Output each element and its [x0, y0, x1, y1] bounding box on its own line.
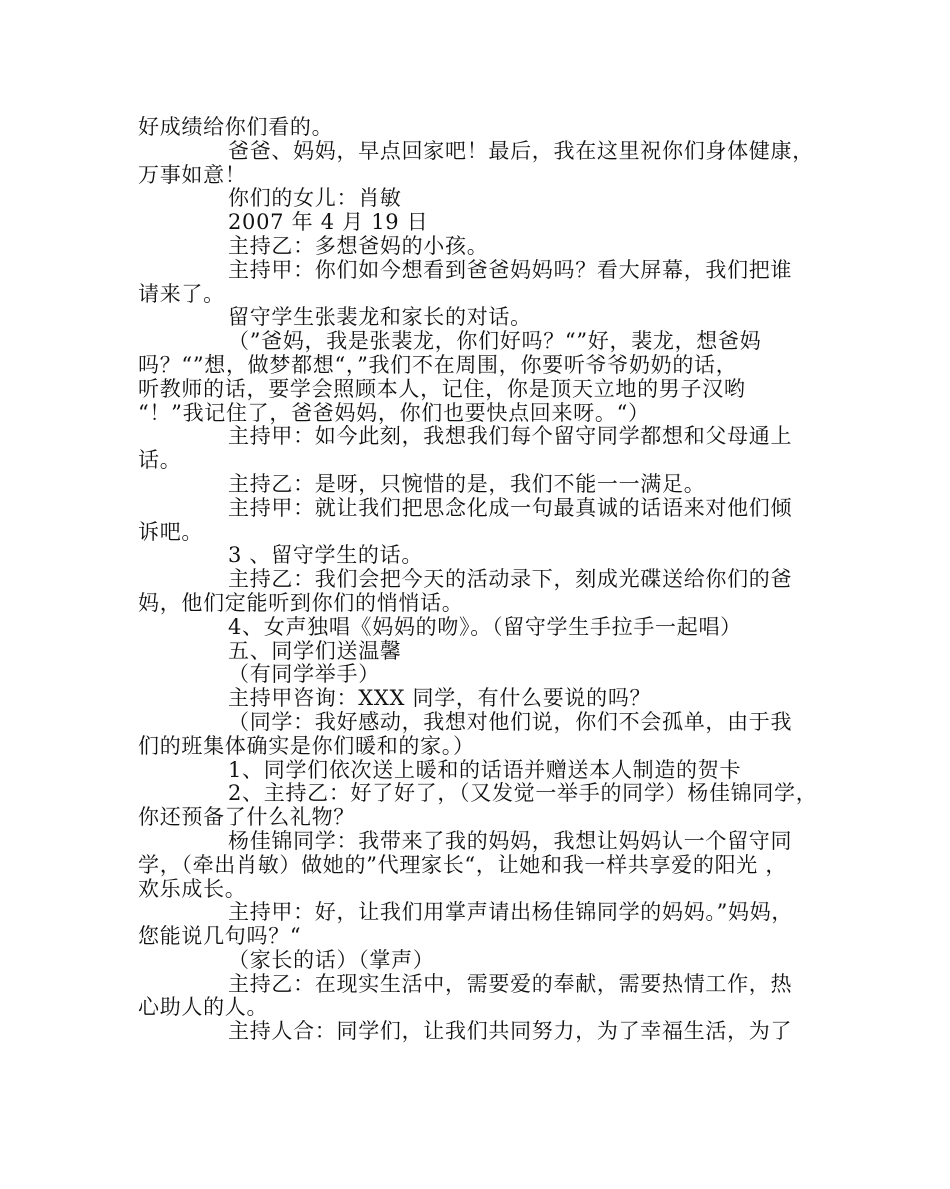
- text-line: （家长的话）（掌声）: [228, 947, 435, 972]
- text-line: 主持乙：是呀，只惋惜的是，我们不能一一满足。: [228, 471, 706, 496]
- text-line: 五、同学们送温馨: [228, 638, 402, 663]
- text-line: 诉吧。: [138, 519, 204, 544]
- text-line: 学，（牵出肖敏）做她的”代理家长“，让她和我一样共享爱的阳光 ，: [138, 852, 788, 877]
- text-line: 主持甲咨询：XXX 同学，有什么要说的吗？: [228, 686, 652, 711]
- text-line: 爸爸、妈妈，早点回家吧！最后，我在这里祝你们身体健康，: [228, 138, 814, 163]
- text-line: 您能说几句吗？“: [138, 924, 302, 949]
- text-line: 万事如意！: [138, 162, 247, 187]
- text-line: 主持乙：在现实生活中，需要爱的奉献，需要热情工作，热: [228, 971, 793, 996]
- text-line: 主持乙：多想爸妈的小孩。: [228, 233, 489, 258]
- text-line: （同学：我好感动，我想对他们说，你们不会孤单，由于我: [228, 709, 793, 734]
- text-line: 主持人合：同学们，让我们共同努力，为了幸福生活，为了: [228, 1019, 793, 1044]
- text-line: “！”我记住了，爸爸妈妈，你们也要快点回来呀。“）: [138, 400, 650, 425]
- text-line: 主持甲：你们如今想看到爸爸妈妈吗？看大屏幕，我们把谁: [228, 257, 793, 282]
- text-line: 2、主持乙：好了好了，（又发觉一举手的同学）杨佳锦同学，: [228, 781, 818, 806]
- text-line: 吗？“”想，做梦都想“，”我们不在周围，你要听爷爷奶奶的话，: [138, 352, 738, 377]
- text-line: 好成绩给你们看的。: [138, 115, 334, 139]
- text-line: 3 、留守学生的话。: [228, 543, 424, 568]
- text-line: 杨佳锦同学：我带来了我的妈妈，我想让妈妈认一个留守同: [228, 828, 793, 853]
- text-line: 欢乐成长。: [138, 876, 247, 901]
- text-line: 主持乙：我们会把今天的活动录下，刻成光碟送给你们的爸: [228, 567, 793, 592]
- document-page: [138, 116, 828, 1044]
- text-line: 请来了。: [138, 281, 225, 306]
- text-line: 2007 年 4 月 19 日: [228, 210, 429, 235]
- text-line: 你们的女儿：肖敏: [228, 186, 402, 211]
- text-line: 们的班集体确实是你们暖和的家。）: [138, 733, 475, 758]
- text-line: 留守学生张裴龙和家长的对话。: [228, 305, 532, 330]
- text-line: （”爸妈，我是张裴龙，你们好吗？“”好，裴龙，想爸妈: [228, 329, 762, 354]
- text-line: 妈，他们定能听到你们的悄悄话。: [138, 590, 464, 615]
- text-line: 1、同学们依次送上暖和的话语并赠送本人制造的贺卡: [228, 757, 742, 782]
- text-line: 主持甲：就让我们把思念化成一句最真诚的话语来对他们倾: [228, 495, 793, 520]
- text-line: 心助人的人。: [138, 995, 269, 1020]
- text-line: 4、女声独唱《妈妈的吻》。（留守学生手拉手一起唱）: [228, 614, 742, 639]
- text-line: 主持甲：好，让我们用掌声请出杨佳锦同学的妈妈。”妈妈，: [228, 900, 794, 925]
- text-line: 听教师的话，要学会照顾本人，记住，你是顶天立地的男子汉哟: [138, 376, 746, 401]
- text-line: 主持甲：如今此刻，我想我们每个留守同学都想和父母通上: [228, 424, 793, 449]
- text-line: 话。: [138, 448, 182, 473]
- text-line: （有同学举手）: [228, 662, 380, 687]
- text-line: 你还预备了什么礼物？: [138, 805, 355, 830]
